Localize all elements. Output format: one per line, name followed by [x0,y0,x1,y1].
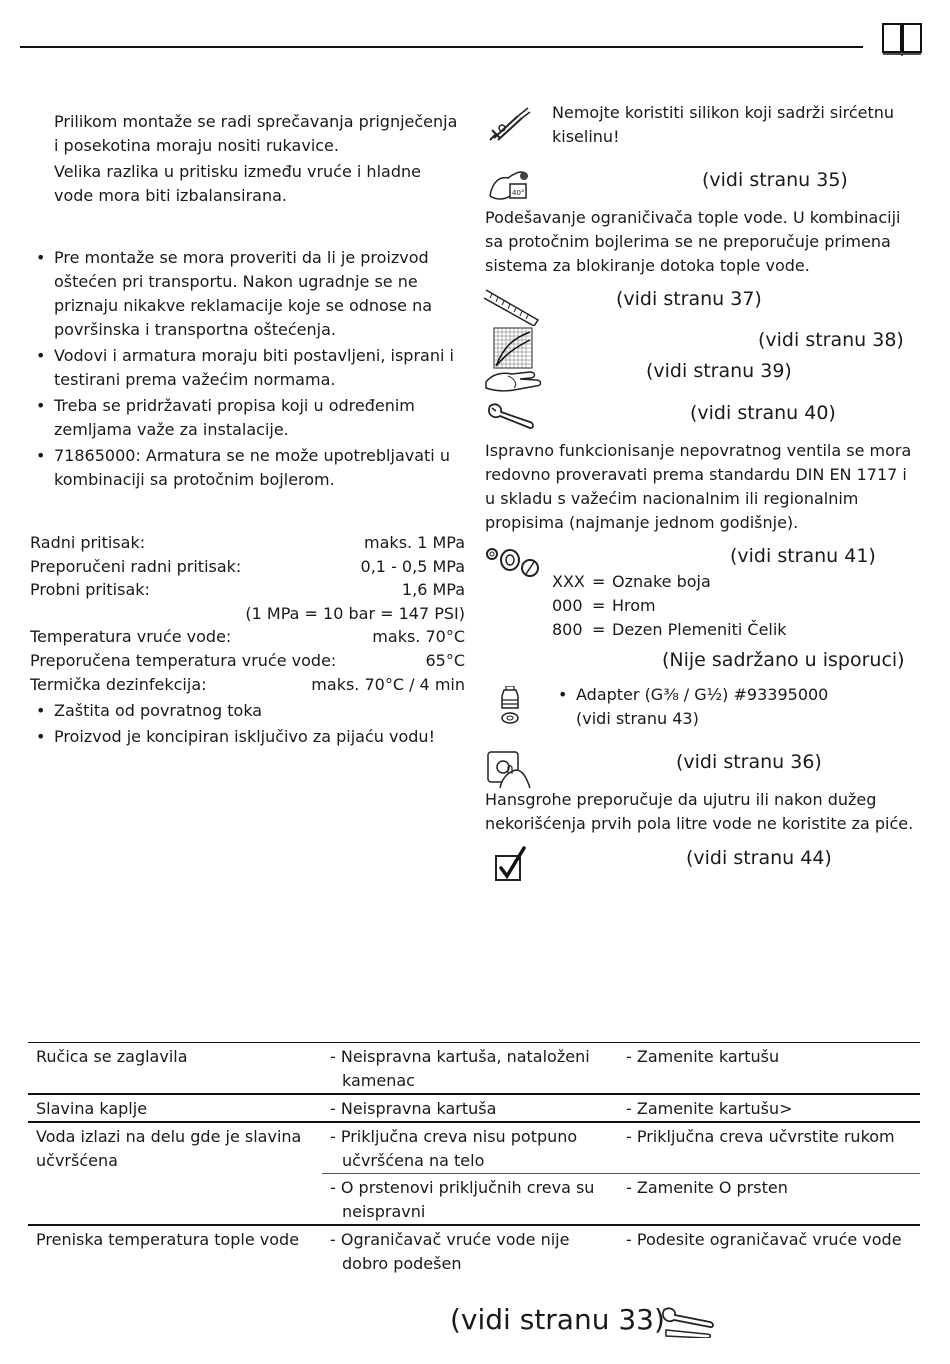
spec-bullets [30,699,460,751]
remedy-cell: - Zamenite kartušu [618,1043,920,1095]
handle-operation-icon [486,748,534,790]
spare-parts-icon [484,544,542,580]
page-ref-39[interactable]: (vidi stranu 39) [646,360,792,382]
table-row [28,1225,920,1276]
page-ref-38[interactable]: (vidi stranu 38) [758,329,904,351]
silicone-warning: Nemojte koristiti silikon koji sadrži sirćetnu kiselinu! [552,103,895,146]
color-code-row: 800 = Dezen Plemeniti Čelik [552,620,787,639]
cause-cell: - O prstenovi priključnih creva su neispravni [322,1174,618,1226]
list-item: • Proizvod je koncipiran isključivo za pijaću vodu! [30,725,460,749]
problem-cell: Ručica se zaglavila [28,1043,322,1095]
table-row [28,1174,920,1226]
valve-text: Ispravno funkcionisanje nepovratnog ventila se mora redovno proveravati prema standardu DIN EN 1717 i u skladu s važećim nacionalnim ili regionalnim propisima (najmanje jednom godišnje). [485,441,912,532]
wrench-icon [486,402,536,430]
book-icon [880,20,924,56]
page-ref-36[interactable]: (vidi stranu 36) [676,751,822,773]
page-ref-35[interactable]: (vidi stranu 35) [702,169,848,191]
header-rule [20,46,863,48]
footer-page-ref[interactable]: (vidi stranu 33) [450,1303,665,1336]
temperature-limiter-icon [486,166,532,204]
ruler-icon [484,286,540,326]
adapter-page-ref[interactable]: (vidi stranu 43) [576,709,699,728]
safety-note-gloves: Prilikom montaže se radi sprečavanja prignječenja i posekotina moraju nositi rukavice. [54,112,458,155]
safety-notes [54,110,464,208]
remedy-cell: - Zamenite O prsten [618,1174,920,1226]
table-row [28,1094,920,1122]
list-item: • 71865000: Armatura se ne može upotrebljavati u kombinaciji sa protočnim bojlerom. [30,444,460,492]
remedy-cell: - Podesite ograničavač vruće vode [618,1225,920,1276]
color-codes [552,570,787,642]
list-item [552,683,912,731]
spec-row: Preporučeni radni pritisak: 0,1 - 0,5 MPa [30,557,465,576]
adapter-label: Adapter (G⅜ / G½) #93395000 [576,685,829,704]
list-item: • Zaštita od povratnog toka [30,699,460,723]
list-item: • Vodovi i armatura moraju biti postavljeni, isprani i testirani prema važećim normama. [30,344,460,392]
problem-cell: Voda izlazi na delu gde je slavina učvršćena [28,1122,322,1174]
remedy-cell: - Priključna creva učvrstite rukom [618,1122,920,1174]
spec-row: Temperatura vruće vode: maks. 70°C [30,627,465,646]
page-ref-40[interactable]: (vidi stranu 40) [690,402,836,424]
cause-cell: - Priključna creva nisu potpuno učvršćena na telo [322,1122,618,1174]
installation-instructions [30,246,460,494]
cause-cell: - Neispravna kartuša, nataloženi kamenac [322,1043,618,1095]
remedy-cell: - Zamenite kartušu> [618,1094,920,1122]
page-ref-37[interactable]: (vidi stranu 37) [616,288,762,310]
cause-cell: - Neispravna kartuša [322,1094,618,1122]
cause-cell: - Ograničavač vruće vode nije dobro podešen [322,1225,618,1276]
adapter-icon [498,686,522,726]
svg-text:40°: 40° [512,189,525,197]
hand-icon [484,362,546,394]
not-included-note: (Nije sadržano u isporuci) [662,649,905,671]
spec-row: Preporučena temperatura vruće vode: 65°C [30,651,465,670]
color-code-row: 000 = Hrom [552,596,656,615]
color-code-row: XXX = Oznake boja [552,572,711,591]
safety-note-pressure: Velika razlika u pritisku između vruće i hladne vode mora biti izbalansirana. [54,162,421,205]
flush-text: Hansgrohe preporučuje da ujutru ili nakon dužeg nekorišćenja prvih pola litre vode ne koristite za piće. [485,790,914,833]
list-item: • Treba se pridržavati propisa koji u određenim zemljama važe za instalacije. [30,394,460,442]
silicone-gun-icon [488,104,532,144]
spec-row: Termička dezinfekcija: maks. 70°C / 4 min [30,675,465,694]
page-ref-44[interactable]: (vidi stranu 44) [686,847,832,869]
page-ref-41[interactable]: (vidi stranu 41) [730,545,876,567]
spec-row: Probni pritisak: 1,6 MPa [30,580,465,599]
accessory-list [552,683,912,733]
problem-cell: Preniska temperatura tople vode [28,1225,322,1276]
list-item: • Pre montaže se mora proveriti da li je proizvod oštećen pri transportu. Nakon ugradnje se ne priznaju nikakve reklamacije koje se odnose na površinska i transportna oštećenja. [30,246,460,342]
problem-cell [28,1174,322,1226]
checkbox-icon [494,846,528,884]
troubleshooting-table [28,1042,920,1276]
tools-icon [660,1304,716,1338]
limiter-text: Podešavanje ograničivača tople vode. U kombinaciji sa protočnim bojlerima se ne preporučuje primena sistema za blokiranje dotoka tople vode. [485,208,901,275]
problem-cell: Slavina kaplje [28,1094,322,1122]
table-row [28,1122,920,1174]
spec-row: Radni pritisak: maks. 1 MPa [30,533,465,552]
spec-row: (1 MPa = 10 bar = 147 PSI) [245,604,465,623]
table-row [28,1043,920,1095]
